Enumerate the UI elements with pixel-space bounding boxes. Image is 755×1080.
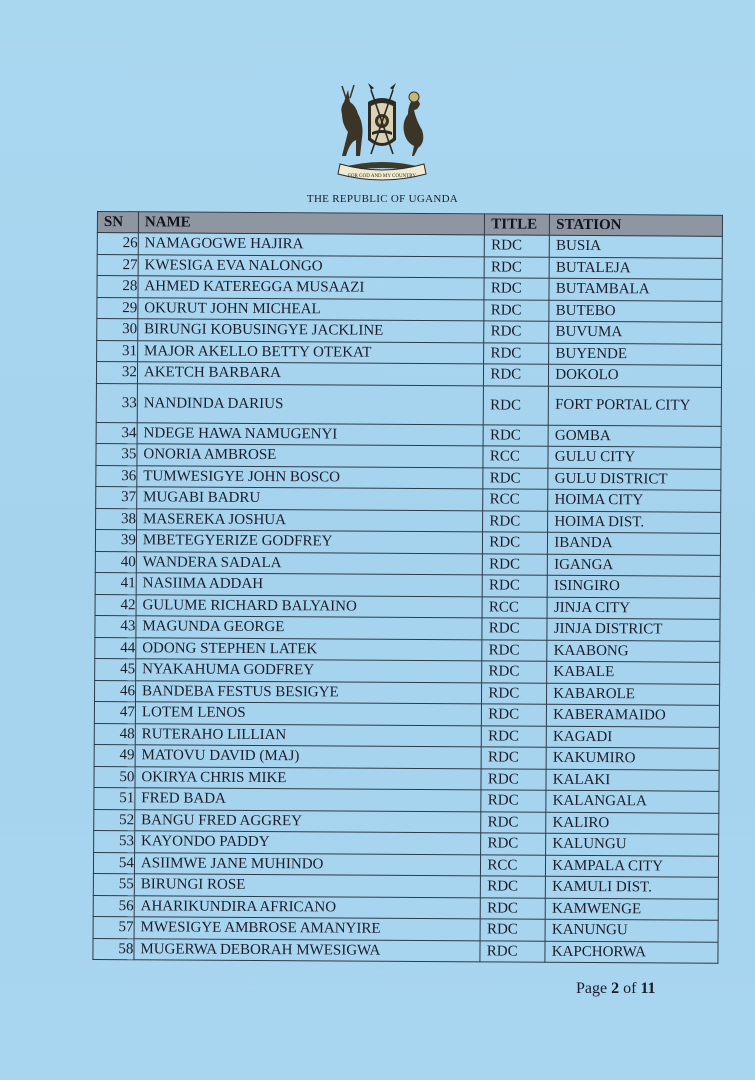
cell-name: AKETCH BARBARA <box>137 362 484 386</box>
cell-station: BUTEBO <box>549 300 722 323</box>
cell-sn: 32 <box>96 362 137 384</box>
cell-station: BUVUMA <box>549 321 722 344</box>
cell-title: RDC <box>480 940 545 962</box>
cell-title: RDC <box>481 768 546 790</box>
cell-name: BIRUNGI KOBUSINGYE JACKLINE <box>138 319 485 343</box>
cell-sn: 43 <box>95 615 136 637</box>
cell-sn: 39 <box>95 529 136 551</box>
cell-name: BIRUNGI ROSE <box>134 874 481 898</box>
cell-sn: 40 <box>95 551 136 573</box>
cell-title: RDC <box>481 790 546 812</box>
cell-title: RDC <box>481 876 546 898</box>
cell-station: KAGADI <box>546 726 719 749</box>
cell-sn: 50 <box>94 766 135 788</box>
appointments-table <box>92 211 723 964</box>
cell-name: RUTERAHO LILLIAN <box>135 723 482 747</box>
cell-station: KAMPALA CITY <box>546 855 719 878</box>
cell-sn: 31 <box>97 340 138 362</box>
cell-name: WANDERA SADALA <box>136 551 483 575</box>
cell-station: KAMULI DIST. <box>546 876 719 899</box>
cell-title: RDC <box>482 639 547 661</box>
cell-name: ODONG STEPHEN LATEK <box>136 637 483 661</box>
cell-name: MAJOR AKELLO BETTY OTEKAT <box>137 340 484 364</box>
cell-station: GULU DISTRICT <box>548 468 721 491</box>
cell-station: KALANGALA <box>546 790 719 813</box>
cell-sn: 52 <box>94 809 135 831</box>
cell-title: RDC <box>485 235 550 257</box>
cell-sn: 41 <box>95 572 136 594</box>
cell-name: MUGABI BADRU <box>137 487 484 511</box>
cell-name: KWESIGA EVA NALONGO <box>138 254 485 278</box>
cell-name: LOTEM LENOS <box>135 702 482 726</box>
cell-title: RDC <box>481 811 546 833</box>
cell-sn: 48 <box>94 723 135 745</box>
cell-title: RDC <box>484 256 549 278</box>
cell-station: KAPCHORWA <box>545 941 718 964</box>
cell-title: RCC <box>481 854 546 876</box>
cell-station: GULU CITY <box>548 446 721 469</box>
cell-station: KAABONG <box>547 640 720 663</box>
cell-sn: 33 <box>96 383 137 422</box>
cell-station: HOIMA CITY <box>548 489 721 512</box>
cell-title: RDC <box>483 532 548 554</box>
cell-station: ISINGIRO <box>547 575 720 598</box>
cell-station: KAMWENGE <box>545 898 718 921</box>
cell-station: IBANDA <box>548 532 721 555</box>
cell-title: RCC <box>483 446 548 468</box>
cell-name: NASIIMA ADDAH <box>136 573 483 597</box>
cell-station: KALAKI <box>546 769 719 792</box>
cell-station: KALIRO <box>546 812 719 835</box>
cell-station: DOKOLO <box>549 364 722 387</box>
cell-sn: 47 <box>94 701 135 723</box>
cell-title: RDC <box>482 725 547 747</box>
cell-name: GULUME RICHARD BALYAINO <box>136 594 483 618</box>
column-header-station: STATION <box>550 214 723 236</box>
cell-station: GOMBA <box>548 425 721 448</box>
cell-sn: 38 <box>96 508 137 530</box>
cell-title: RDC <box>482 661 547 683</box>
cell-sn: 28 <box>97 276 138 298</box>
cell-name: FRED BADA <box>135 788 482 812</box>
cell-name: BANDEBA FESTUS BESIGYE <box>135 680 482 704</box>
cell-station: IGANGA <box>548 554 721 577</box>
cell-title: RDC <box>482 682 547 704</box>
cell-name: MBETEGYERIZE GODFREY <box>136 530 483 554</box>
cell-name: BANGU FRED AGGREY <box>135 809 482 833</box>
cell-sn: 27 <box>97 254 138 276</box>
cell-sn: 55 <box>93 873 134 895</box>
cell-station: KABAROLE <box>547 683 720 706</box>
cell-sn: 53 <box>94 830 135 852</box>
cell-sn: 35 <box>96 443 137 465</box>
cell-title: RDC <box>484 299 549 321</box>
cell-station: BUTALEJA <box>549 257 722 280</box>
cell-title: RDC <box>481 747 546 769</box>
cell-sn: 26 <box>97 233 138 255</box>
cell-name: MAGUNDA GEORGE <box>136 616 483 640</box>
page-current: 2 <box>611 980 620 997</box>
cell-name: AHARIKUNDIRA AFRICANO <box>134 895 481 919</box>
page-word: Page <box>576 980 608 997</box>
column-header-title: TITLE <box>485 214 550 235</box>
cell-station: BUYENDE <box>549 343 722 366</box>
cell-station: KANUNGU <box>545 919 718 942</box>
cell-title: RDC <box>481 897 546 919</box>
cell-sn: 45 <box>95 658 136 680</box>
cell-name: NAMAGOGWE HAJIRA <box>138 233 485 257</box>
cell-title: RDC <box>484 321 549 343</box>
page-number <box>576 980 656 998</box>
cell-sn: 37 <box>96 486 137 508</box>
cell-name: MASEREKA JOSHUA <box>136 508 483 532</box>
cell-name: NANDINDA DARIUS <box>137 383 484 424</box>
cell-sn: 54 <box>93 852 134 874</box>
republic-heading: THE REPUBLIC OF UGANDA <box>306 193 459 205</box>
cell-name: NDEGE HAWA NAMUGENYI <box>137 422 484 446</box>
cell-title: RCC <box>482 596 547 618</box>
cell-title: RDC <box>482 704 547 726</box>
cell-sn: 56 <box>93 895 134 917</box>
cell-title: RCC <box>483 489 548 511</box>
cell-title: RDC <box>481 833 546 855</box>
column-header-name: NAME <box>138 212 485 235</box>
cell-station: BUTAMBALA <box>549 278 722 301</box>
cell-title: RDC <box>483 510 548 532</box>
cell-sn: 49 <box>94 744 135 766</box>
cell-sn: 42 <box>95 594 136 616</box>
cell-title: RDC <box>484 342 549 364</box>
cell-title: RDC <box>484 278 549 300</box>
table-row <box>93 938 718 963</box>
cell-station: JINJA CITY <box>547 597 720 620</box>
svg-text:FOR GOD AND MY COUNTRY: FOR GOD AND MY COUNTRY <box>348 174 416 179</box>
cell-title: RDC <box>480 919 545 941</box>
cell-sn: 29 <box>97 297 138 319</box>
cell-name: KAYONDO PADDY <box>134 831 481 855</box>
cell-sn: 36 <box>96 465 137 487</box>
column-header-sn: SN <box>97 212 138 233</box>
cell-sn: 58 <box>93 938 134 960</box>
cell-sn: 30 <box>97 319 138 341</box>
cell-title: RDC <box>483 467 548 489</box>
cell-title: RDC <box>482 618 547 640</box>
cell-name: NYAKAHUMA GODFREY <box>136 659 483 683</box>
of-word: of <box>623 980 637 997</box>
cell-name: ONORIA AMBROSE <box>137 444 484 468</box>
table-row <box>96 383 721 426</box>
cell-station: KABERAMAIDO <box>547 704 720 727</box>
cell-name: AHMED KATEREGGA MUSAAZI <box>138 276 485 300</box>
cell-sn: 44 <box>95 637 136 659</box>
cell-name: MUGERWA DEBORAH MWESIGWA <box>134 938 481 962</box>
cell-sn: 34 <box>96 422 137 444</box>
cell-title: RDC <box>484 385 549 424</box>
cell-name: MATOVU DAVID (MAJ) <box>135 745 482 769</box>
cell-title: RDC <box>482 575 547 597</box>
cell-title: RDC <box>483 553 548 575</box>
cell-sn: 51 <box>94 787 135 809</box>
cell-sn: 57 <box>93 916 134 938</box>
cell-station: JINJA DISTRICT <box>547 618 720 641</box>
cell-station: HOIMA DIST. <box>548 511 721 534</box>
cell-station: BUSIA <box>549 235 722 258</box>
cell-station: FORT PORTAL CITY <box>548 386 721 426</box>
cell-name: ASIIMWE JANE MUHINDO <box>134 852 481 876</box>
cell-station: KALUNGU <box>546 833 719 856</box>
cell-station: KABALE <box>547 661 720 684</box>
cell-name: OKURUT JOHN MICHEAL <box>138 297 485 321</box>
coat-of-arms-icon <box>322 80 442 192</box>
cell-name: OKIRYA CHRIS MIKE <box>135 766 482 790</box>
cell-sn: 46 <box>95 680 136 702</box>
cell-title: RDC <box>483 424 548 446</box>
cell-name: MWESIGYE AMBROSE AMANYIRE <box>134 917 481 941</box>
cell-title: RDC <box>484 364 549 386</box>
cell-name: TUMWESIGYE JOHN BOSCO <box>137 465 484 489</box>
cell-station: KAKUMIRO <box>546 747 719 770</box>
page-total: 11 <box>640 980 656 997</box>
